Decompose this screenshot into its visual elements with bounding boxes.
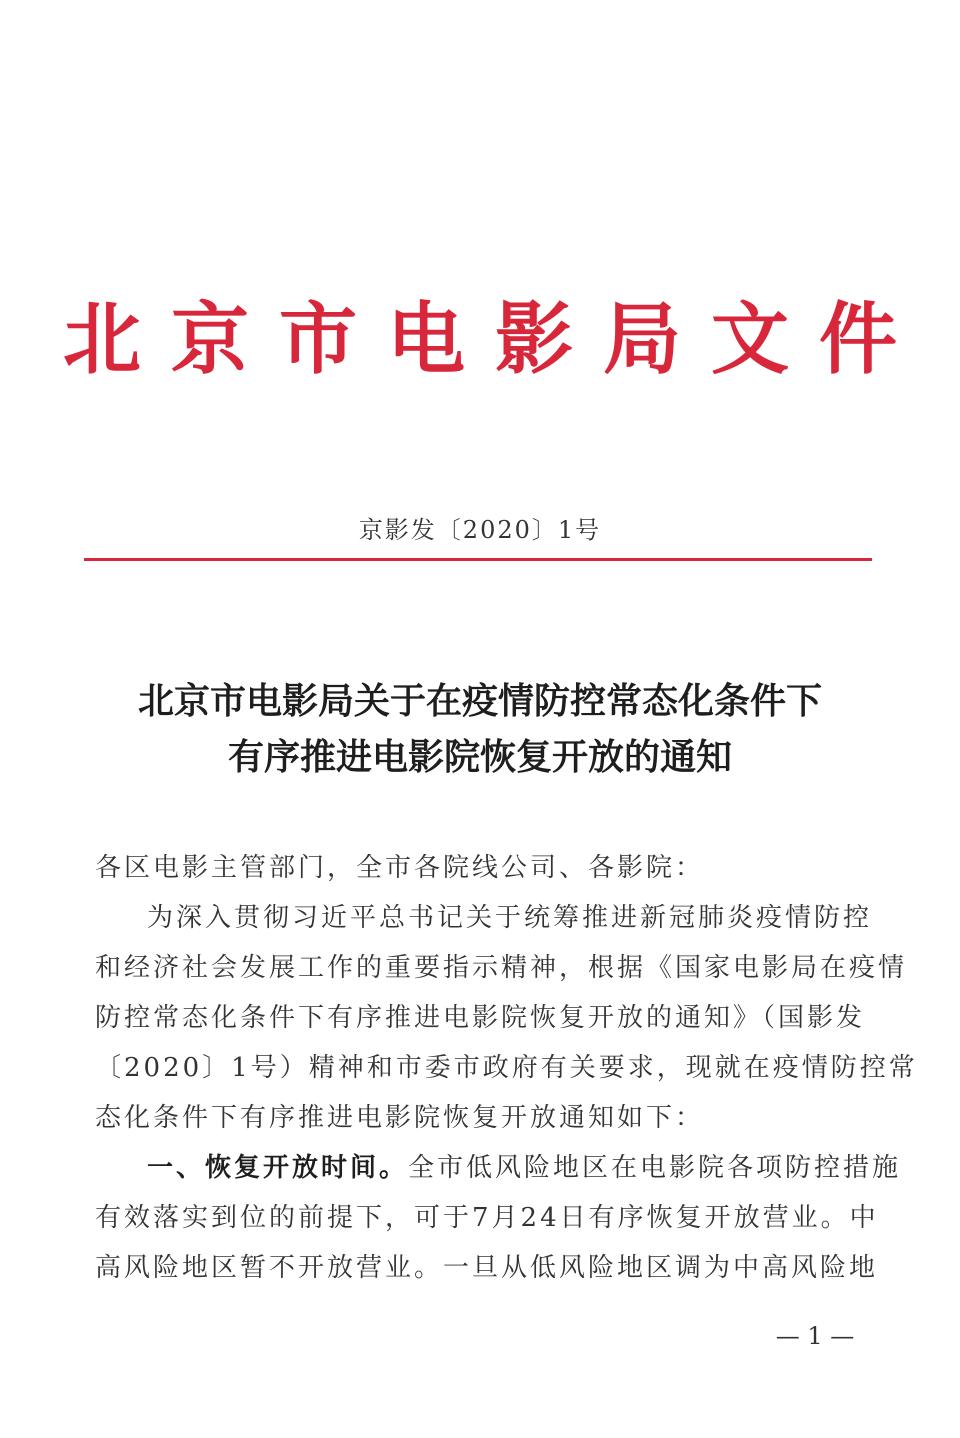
- notice-title-line-1: 北京市电影局关于在疫情防控常态化条件下: [137, 681, 822, 722]
- document-number: 京影发〔2020〕1号: [358, 516, 602, 544]
- page-number: — 1 —: [775, 1322, 855, 1350]
- intro-paragraph-line: 防控常态化条件下有序推进电影院恢复开放的通知》（国影发: [95, 1003, 866, 1033]
- section-1-heading: 一、恢复开放时间。: [147, 1153, 409, 1183]
- addressee: 各区电影主管部门，全市各院线公司、各影院：: [95, 853, 705, 883]
- intro-paragraph-line: 和经济社会发展工作的重要指示精神，根据《国家电影局在疫情: [95, 953, 908, 983]
- section-1-first-line: [147, 1143, 947, 1193]
- section-1-text: 全市低风险地区在电影院各项防控措施: [408, 1153, 902, 1183]
- masthead-title: 北京市电影局文件: [62, 295, 927, 385]
- intro-paragraph-line: 为深入贯彻习近平总书记关于统筹推进新冠肺炎疫情防控: [147, 903, 873, 933]
- red-divider-line: [84, 558, 872, 561]
- section-1-line: 高风险地区暂不开放营业。一旦从低风险地区调为中高风险地: [95, 1253, 879, 1283]
- intro-paragraph-line: 态化条件下有序推进电影院恢复开放通知如下：: [95, 1103, 705, 1133]
- section-1-line: 有效落实到位的前提下，可于7月24日有序恢复开放营业。中: [95, 1203, 879, 1233]
- intro-paragraph-line: 〔2020〕1号）精神和市委市政府有关要求，现就在疫情防控常: [95, 1053, 918, 1083]
- notice-title-line-2: 有序推进电影院恢复开放的通知: [227, 737, 732, 778]
